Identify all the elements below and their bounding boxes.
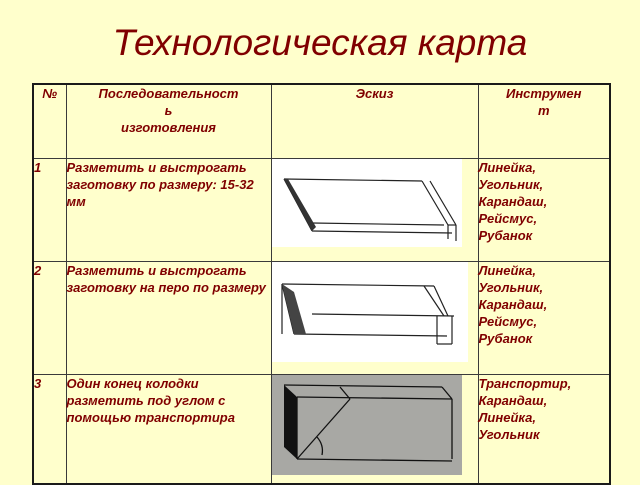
angled-end-sketch bbox=[271, 374, 478, 484]
row-step: Разметить и выстрогать заготовку на перо по размеру bbox=[66, 261, 271, 374]
tool-item: Рубанок bbox=[478, 227, 533, 243]
tool-item: Рейсмус, bbox=[478, 210, 538, 226]
tenon-blank-sketch bbox=[271, 261, 478, 374]
header-sketch: Эскиз bbox=[271, 84, 478, 158]
row-number: 1 bbox=[33, 158, 66, 261]
header-sequence bbox=[66, 84, 271, 158]
header-tool-line1: Инструмен bbox=[505, 86, 582, 101]
tool-item: Рейсмус, bbox=[478, 313, 538, 329]
table-row bbox=[33, 158, 610, 261]
tool-item: Рубанок bbox=[478, 330, 533, 346]
header-number: № bbox=[33, 84, 66, 158]
table-row bbox=[33, 374, 610, 484]
tool-item: Линейка, bbox=[478, 409, 536, 425]
tool-item: Угольник, bbox=[478, 176, 544, 192]
header-tool bbox=[478, 84, 610, 158]
header-tool-line2: т bbox=[537, 103, 550, 118]
tenon-blank-sketch-icon bbox=[272, 262, 468, 362]
row-tools bbox=[478, 158, 610, 261]
tool-item: Транспортир, bbox=[478, 375, 572, 391]
header-sequence-line1: Последовательност bbox=[98, 86, 239, 101]
row-tools bbox=[478, 261, 610, 374]
tool-item: Карандаш, bbox=[478, 296, 548, 312]
header-sequence-line2: ь bbox=[164, 103, 173, 118]
row-number: 3 bbox=[33, 374, 66, 484]
header-sequence-line3: изготовления bbox=[121, 120, 216, 135]
header-row bbox=[33, 84, 610, 158]
tool-item: Карандаш, bbox=[478, 392, 548, 408]
board-blank-sketch bbox=[271, 158, 478, 261]
tool-item: Угольник bbox=[478, 426, 540, 442]
technology-card-table bbox=[32, 83, 611, 485]
board-blank-sketch-icon bbox=[272, 159, 462, 247]
tool-item: Угольник, bbox=[478, 279, 544, 295]
row-step: Один конец колодки разметить под углом с помощью транспортира bbox=[66, 374, 271, 484]
page-title: Технологическая карта bbox=[112, 22, 528, 63]
table-row bbox=[33, 261, 610, 374]
angled-end-sketch-icon bbox=[272, 375, 462, 475]
tool-item: Карандаш, bbox=[478, 193, 548, 209]
tool-item: Линейка, bbox=[478, 262, 536, 278]
tool-item: Линейка, bbox=[478, 159, 536, 175]
row-step: Разметить и выстрогать заготовку по размеру: 15-32 мм bbox=[66, 158, 271, 261]
row-number: 2 bbox=[33, 261, 66, 374]
row-tools bbox=[478, 374, 610, 484]
